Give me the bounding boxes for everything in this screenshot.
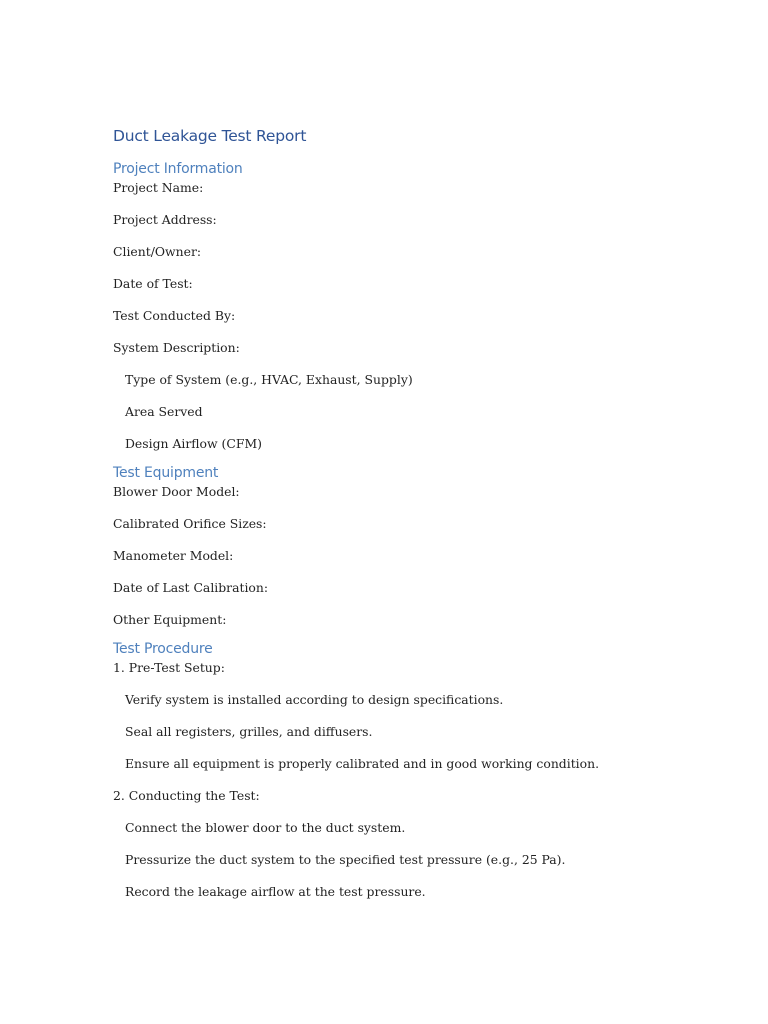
procedure-step-label: 2. Conducting the Test: xyxy=(113,788,260,803)
field-client-owner: Client/Owner: xyxy=(113,244,202,259)
field-project-name: Project Name: xyxy=(113,180,204,195)
field-other-equipment: Other Equipment: xyxy=(113,612,227,627)
field-date-of-last-calibration: Date of Last Calibration: xyxy=(113,580,269,595)
field-calibrated-orifice-sizes: Calibrated Orifice Sizes: xyxy=(113,516,267,531)
procedure-step-item: Connect the blower door to the duct system. xyxy=(125,820,406,835)
document-body xyxy=(113,124,713,916)
system-item-type: Type of System (e.g., HVAC, Exhaust, Supply) xyxy=(125,372,413,387)
field-test-conducted-by: Test Conducted By: xyxy=(113,308,236,323)
document-title: Duct Leakage Test Report xyxy=(113,127,307,145)
section-heading-test-procedure: Test Procedure xyxy=(113,641,213,657)
procedure-step-item: Seal all registers, grilles, and diffusers. xyxy=(125,724,373,739)
field-project-address: Project Address: xyxy=(113,212,217,227)
field-system-description: System Description: xyxy=(113,340,240,355)
procedure-step-item: Record the leakage airflow at the test pressure. xyxy=(125,884,426,899)
system-item-area-served: Area Served xyxy=(125,404,203,419)
section-heading-project-information: Project Information xyxy=(113,161,243,177)
procedure-step-item: Verify system is installed according to design specifications. xyxy=(125,692,504,707)
procedure-step-item: Pressurize the duct system to the specified test pressure (e.g., 25 Pa). xyxy=(125,852,566,867)
field-date-of-test: Date of Test: xyxy=(113,276,193,291)
system-item-design-airflow: Design Airflow (CFM) xyxy=(125,436,262,451)
field-manometer-model: Manometer Model: xyxy=(113,548,234,563)
procedure-step-item: Ensure all equipment is properly calibrated and in good working condition. xyxy=(125,756,600,771)
field-blower-door-model: Blower Door Model: xyxy=(113,484,240,499)
section-heading-test-equipment: Test Equipment xyxy=(113,465,219,481)
procedure-step-label: 1. Pre-Test Setup: xyxy=(113,660,225,675)
